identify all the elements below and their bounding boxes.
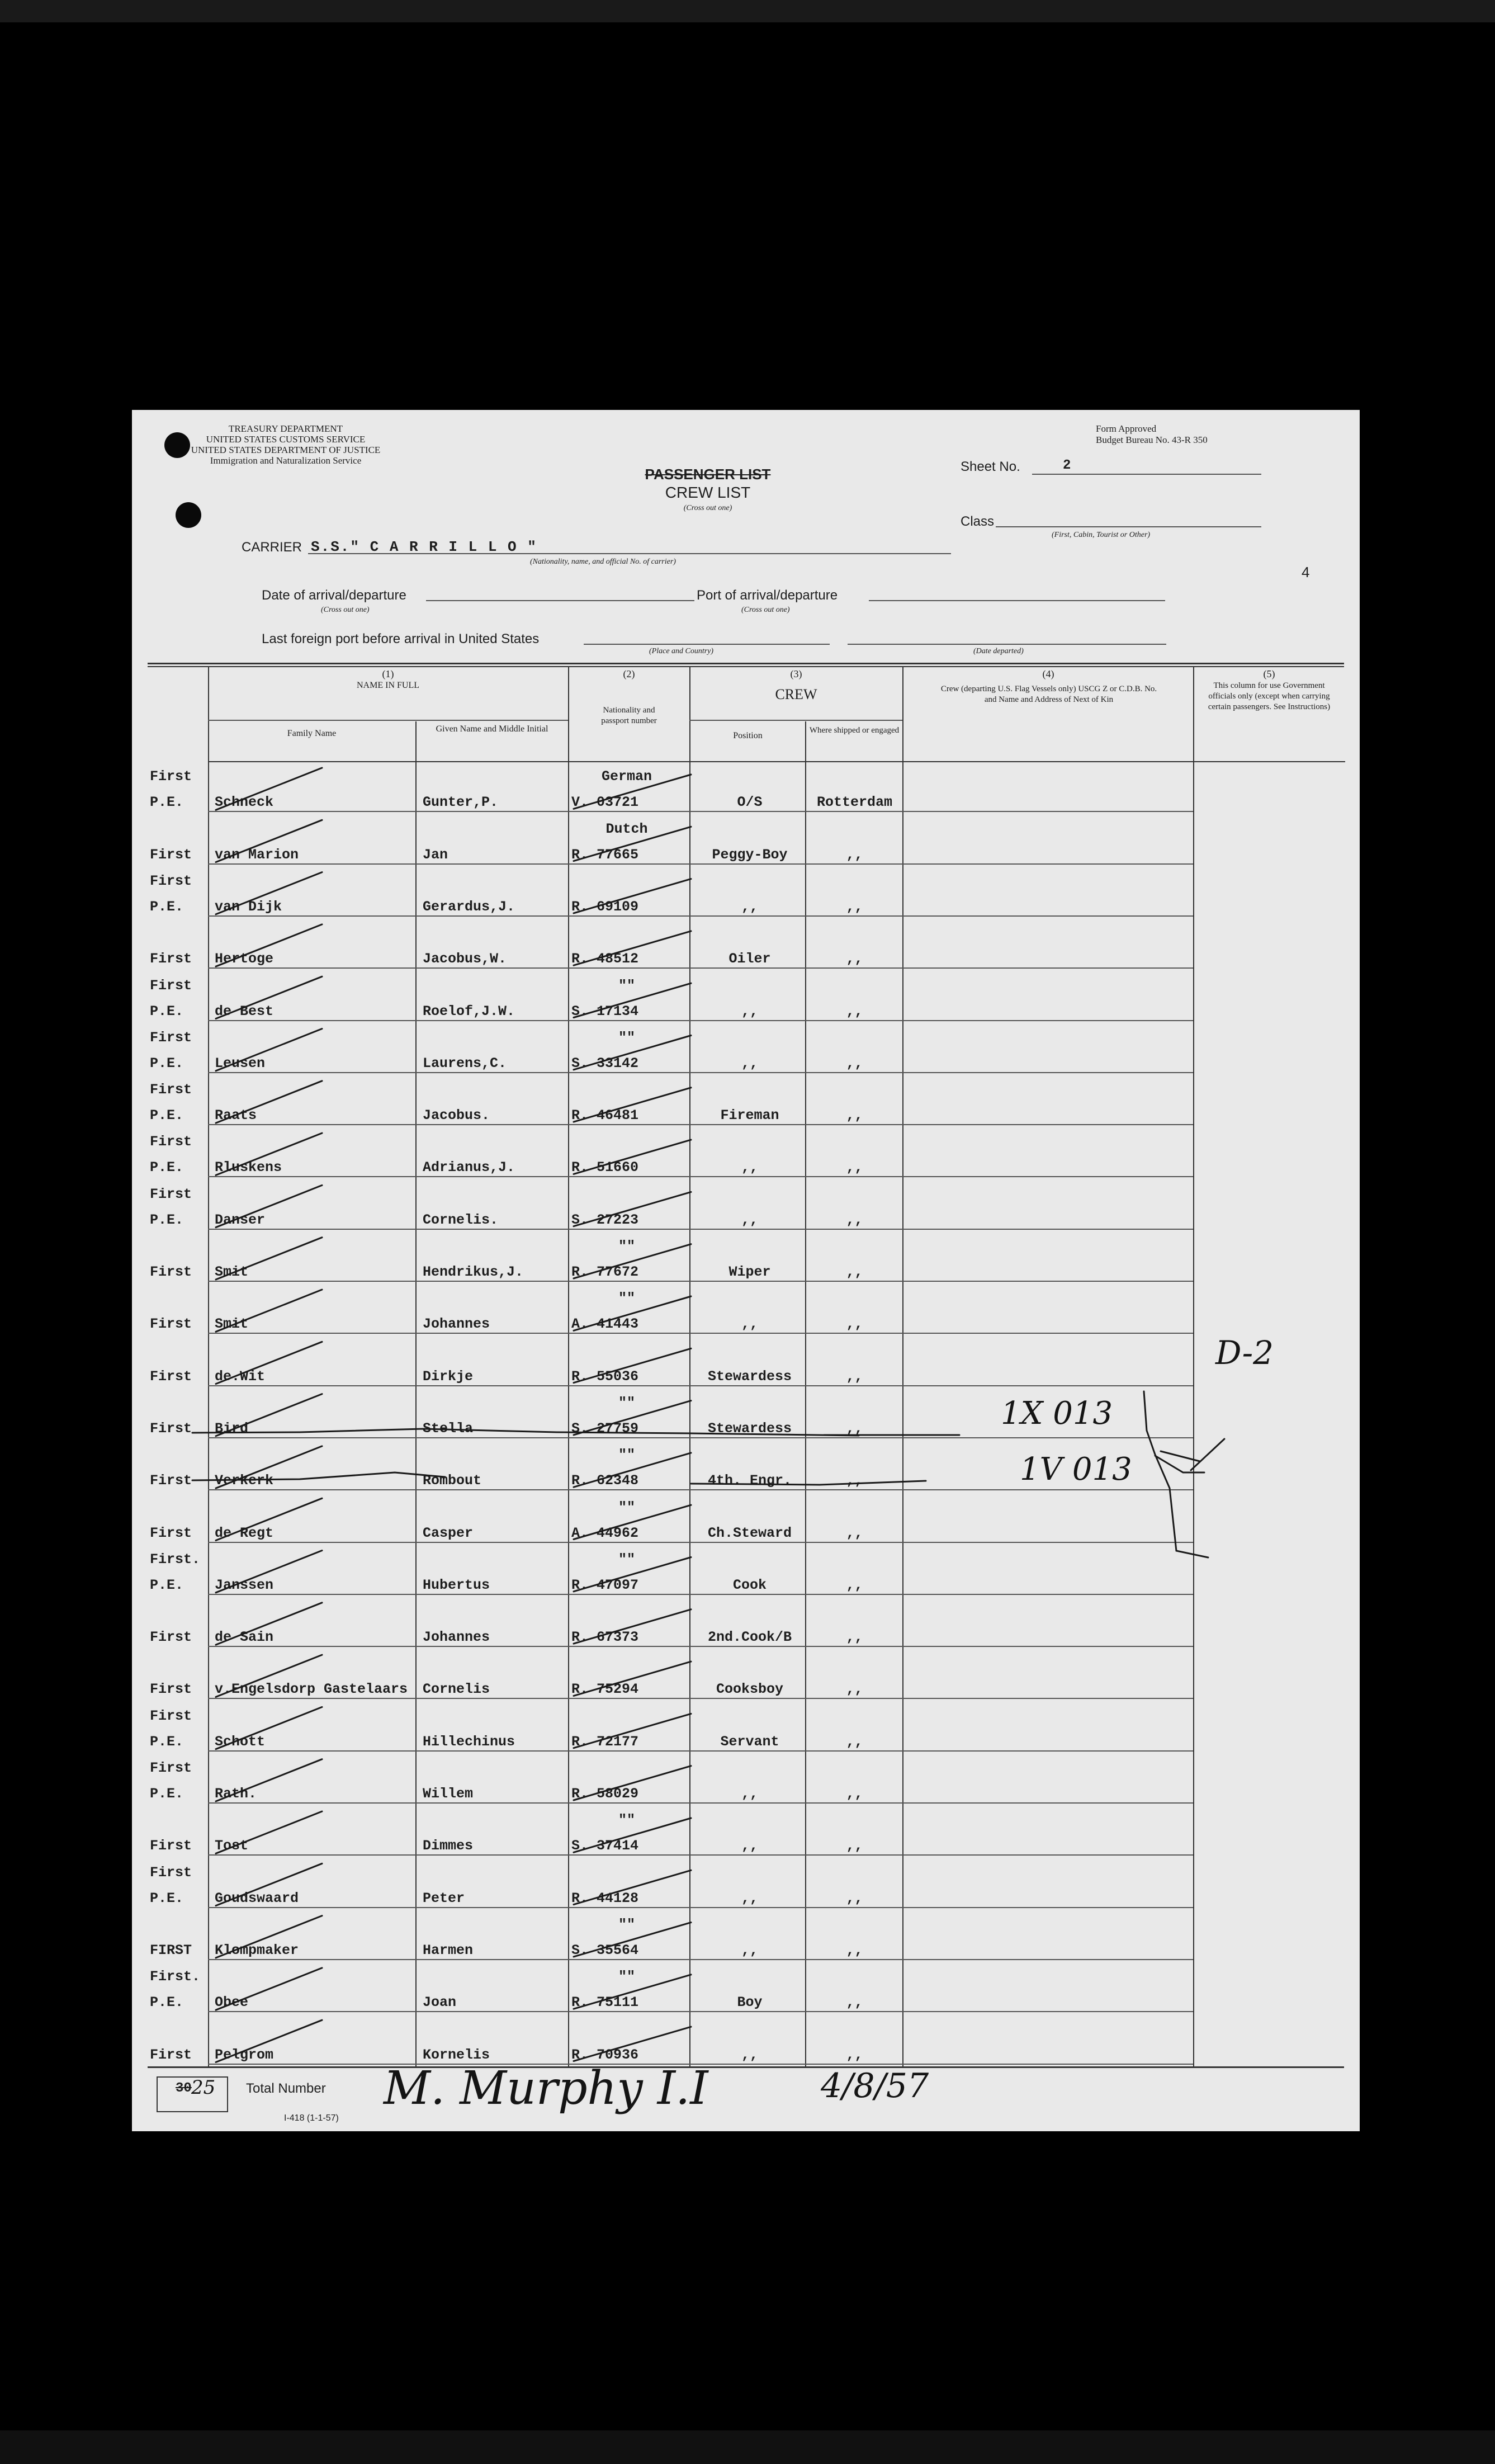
row-prefix-2: First [150,1472,192,1489]
row-divider [208,1854,1193,1856]
family-name-cell: Smit [215,1316,249,1333]
given-name-cell: Gunter,P. [423,794,499,811]
passport-number-cell: R. 67373 [571,1629,639,1646]
passport-number-cell: R. 75111 [571,1994,639,2011]
nationality-cell: "" [618,1447,635,1464]
where-shipped-cell: ,, [846,1942,863,1958]
agency-line-1: TREASURY DEPARTMENT [228,423,343,434]
given-name-cell: Hillechinus [423,1733,515,1750]
position-cell: Boy [737,1994,763,2011]
passport-number-cell: R. 62348 [571,1472,639,1489]
row-prefix-1: First [150,1186,192,1202]
nationality-cell: "" [618,1916,635,1933]
where-shipped-cell: ,, [846,1003,863,1019]
family-name-cell: van Marion [215,846,299,863]
where-shipped-cell: ,, [846,846,863,863]
nationality-cell: "" [618,1238,635,1254]
given-name-cell: Hendrikus,J. [423,1264,524,1280]
margin-mark: 4 [1302,564,1310,580]
handwritten-note-2: 1V 013 [1020,1451,1132,1488]
col1-given: Given Name and Middle Initial [436,724,548,734]
given-name-cell: Casper [423,1524,474,1541]
form-approved: Form Approved [1096,423,1157,434]
where-shipped-cell: ,, [846,1264,863,1280]
passport-number-cell: A. 44962 [571,1524,639,1541]
given-name-cell: Jan [423,846,448,863]
where-shipped-cell: ,, [846,1472,863,1489]
row-divider [208,2011,1193,2012]
given-name-cell: Laurens,C. [423,1055,507,1071]
given-name-cell: Joan [423,1994,457,2011]
row-prefix-1: First. [150,1969,201,1985]
given-name-cell: Johannes [423,1629,490,1646]
position-cell: Stewardess [707,1420,792,1437]
given-name-cell: Jacobus. [423,1107,490,1124]
agency-header [154,423,417,466]
col4-number: (4) [1042,668,1054,679]
passport-number-cell: R. 51660 [571,1159,639,1176]
where-shipped-cell: ,, [846,1055,863,1071]
family-name-cell: Obee [215,1994,249,2011]
class-label: Class [961,514,995,529]
row-divider [208,1333,1193,1334]
carrier-note: (Nationality, name, and official No. of carrier) [530,558,676,566]
position-cell: ,, [741,1211,758,1228]
nationality-cell: "" [618,1969,635,1985]
position-cell: ,, [741,1890,758,1906]
given-name-cell: Peter [423,1890,465,1906]
passport-number-cell: R. 77672 [571,1264,639,1280]
agency-line-4: Immigration and Naturalization Service [210,455,362,466]
row-divider [208,863,1193,865]
position-cell: ,, [741,1159,758,1176]
place-note: (Place and Country) [649,647,714,655]
position-cell: ,, [741,1055,758,1071]
where-shipped-cell: ,, [846,951,863,967]
row-prefix-1: First [150,977,192,994]
sheet-value: 2 [1063,458,1071,473]
row-prefix-2: First [150,1629,192,1646]
family-name-cell: van Dijk [215,898,282,915]
row-prefix-1: First [150,1707,192,1724]
where-shipped-cell: ,, [846,1159,863,1176]
family-name-cell: de Regt [215,1524,274,1541]
nationality-cell: "" [618,977,635,994]
row-prefix-1: First. [150,1551,201,1568]
position-cell: ,, [741,1786,758,1802]
row-divider [208,1124,1193,1125]
col4-title: Crew (departing U.S. Flag Vessels only) USCG Z or C.D.B. No. and Name and Address of Next of Kin [940,685,1157,704]
row-prefix-2: P.E. [150,1159,184,1176]
passport-number-cell: S. 17134 [571,1003,639,1019]
position-cell: ,, [741,1942,758,1958]
row-prefix-2: P.E. [150,1576,184,1593]
row-divider [208,915,1193,917]
position-cell: ,, [741,1316,758,1333]
row-divider [208,1594,1193,1595]
position-cell: Servant [720,1733,779,1750]
given-name-cell: Gerardus,J. [423,898,515,915]
col2-number: (2) [623,668,635,679]
row-divider [208,1750,1193,1752]
nationality-cell: "" [618,1812,635,1829]
position-cell: ,, [741,1838,758,1854]
position-cell: Stewardess [707,1368,792,1385]
passport-number-cell: S. 27759 [571,1420,639,1437]
row-prefix-2: P.E. [150,794,184,811]
where-shipped-cell: ,, [846,1994,863,2011]
scan-top-edge [0,0,1495,22]
port-label: Port of arrival/departure [697,588,838,603]
passport-number-cell: S. 37414 [571,1838,639,1854]
row-prefix-2: First [150,1264,192,1280]
row-divider [208,1437,1193,1438]
col3-title: CREW [775,686,817,702]
row-divider [208,1385,1193,1386]
where-shipped-cell: ,, [846,1368,863,1385]
passenger-list-title-struck: PASSENGER LIST [645,466,771,483]
row-prefix-2: First [150,1838,192,1854]
row-divider [208,1542,1193,1543]
position-cell: Wiper [728,1264,771,1280]
passport-number-cell: S. 27223 [571,1211,639,1228]
given-name-cell: Hubertus [423,1576,490,1593]
family-name-cell: Raats [215,1107,257,1124]
family-name-cell: Smit [215,1264,249,1280]
passport-number-cell: S. 35564 [571,1942,639,1958]
passport-number-cell: R. 47097 [571,1576,639,1593]
where-shipped-cell: ,, [846,1629,863,1646]
family-name-cell: Rluskens [215,1159,282,1176]
form-number: I-418 (1-1-57) [284,2113,339,2123]
passport-number-cell: V. 03721 [571,794,639,811]
row-divider [208,1020,1193,1021]
row-divider [208,1072,1193,1073]
row-prefix-2: FIRST [150,1942,192,1958]
passport-number-cell: R. 48512 [571,951,639,967]
family-name-cell: Leusen [215,1055,266,1071]
total-value: 25 [191,2076,216,2099]
given-name-cell: Rombout [423,1472,482,1489]
family-name-cell: Pelgrom [215,2046,274,2063]
crew-list-title: CREW LIST [665,484,751,501]
where-shipped-cell: ,, [846,1786,863,1802]
passport-number-cell: R. 72177 [571,1733,639,1750]
row-prefix-1: First [150,768,192,785]
position-cell: Cooksboy [716,1681,784,1698]
position-cell: ,, [741,898,758,915]
row-divider [208,1229,1193,1230]
family-name-cell: Schneck [215,794,274,811]
where-shipped-cell: ,, [846,1681,863,1698]
nationality-cell: German [601,768,652,785]
given-name-cell: Stella [423,1420,474,1437]
carrier-value: S.S." C A R R I L L O " [311,539,537,555]
passport-number-cell: R. 77665 [571,846,639,863]
row-prefix-2: P.E. [150,1733,184,1750]
scan-bottom-edge [0,2430,1495,2464]
col1-title: NAME IN FULL [357,681,419,690]
where-shipped-cell: ,, [846,1211,863,1228]
row-prefix-1: First [150,1082,192,1098]
budget-bureau: Budget Bureau No. 43-R 350 [1096,435,1208,445]
given-name-cell: Roelof,J.W. [423,1003,515,1019]
class-note: (First, Cabin, Tourist or Other) [1052,531,1151,539]
position-cell: 2nd.Cook/B [707,1629,792,1646]
col3-position: Position [733,731,763,740]
nationality-cell: "" [618,1394,635,1411]
row-prefix-2: P.E. [150,1055,184,1071]
row-divider [208,1489,1193,1490]
position-cell: Peggy-Boy [712,846,788,863]
nationality-cell: Dutch [605,820,648,837]
row-prefix-1: First [150,1760,192,1776]
family-name-cell: Klompmaker [215,1942,299,1958]
given-name-cell: Johannes [423,1316,490,1333]
col5-title: This column for use Government officials only (except when carrying certain passengers. See Instructions) [1208,681,1331,711]
given-name-cell: Dimmes [423,1838,474,1854]
family-name-cell: de Sain [215,1629,274,1646]
handwritten-d2: D-2 [1215,1334,1274,1372]
total-struck: 30 [176,2081,192,2096]
col1-number: (1) [382,668,394,679]
crew-list-form [132,410,1360,2131]
date-departed-note: (Date departed) [973,647,1024,655]
title-note: (Cross out one) [683,504,732,512]
row-divider [208,967,1193,969]
row-prefix-2: P.E. [150,1211,184,1228]
passport-number-cell: R. 58029 [571,1786,639,1802]
family-name-cell: Schott [215,1733,266,1750]
row-prefix-2: First [150,846,192,863]
port-note: (Cross out one) [741,606,790,614]
punch-hole-middle [176,502,201,528]
given-name-cell: Harmen [423,1942,474,1958]
row-prefix-2: First [150,1316,192,1333]
where-shipped-cell: ,, [846,1733,863,1750]
passport-number-cell: R. 70936 [571,2046,639,2063]
given-name-cell: Cornelis [423,1681,490,1698]
position-cell: Ch.Steward [707,1524,792,1541]
nationality-cell: "" [618,1290,635,1307]
row-prefix-1: First [150,1134,192,1150]
handwritten-date: 4/8/57 [821,2066,929,2106]
row-prefix-2: First [150,2046,192,2063]
passport-number-cell: S. 33142 [571,1055,639,1071]
sheet-label: Sheet No. [961,459,1020,474]
given-name-cell: Kornelis [423,2046,490,2063]
row-divider [208,1698,1193,1699]
row-divider [208,1646,1193,1647]
family-name-cell: Janssen [215,1576,274,1593]
row-prefix-2: First [150,1420,192,1437]
family-name-cell: Goudswaard [215,1890,299,1906]
passport-number-cell: R. 75294 [571,1681,639,1698]
col2-title: Nationality and passport number [601,706,657,725]
handwritten-note-1: 1X 013 [1001,1395,1113,1432]
given-name-cell: Adrianus,J. [423,1159,515,1176]
row-prefix-2: First [150,1368,192,1385]
row-divider [208,811,1193,812]
family-name-cell: Bird [215,1420,249,1437]
position-cell: Cook [732,1576,767,1593]
col5-number: (5) [1263,668,1275,679]
passport-number-cell: R. 69109 [571,898,639,915]
given-name-cell: Cornelis. [423,1211,499,1228]
family-name-cell: de.Wit [215,1368,266,1385]
family-name-cell: Danser [215,1211,266,1228]
col3-number: (3) [790,668,802,679]
agency-line-2: UNITED STATES CUSTOMS SERVICE [206,434,366,445]
row-prefix-2: P.E. [150,1107,184,1124]
passport-number-cell: R. 55036 [571,1368,639,1385]
position-cell: ,, [741,2046,758,2063]
where-shipped-cell: Rotterdam [816,794,893,811]
given-name-cell: Willem [423,1786,474,1802]
arrival-label: Date of arrival/departure [262,588,406,603]
where-shipped-cell: ,, [846,1316,863,1333]
family-name-cell: Tost [215,1838,249,1854]
family-name-cell: Hertoge [215,951,274,967]
where-shipped-cell: ,, [846,2046,863,2063]
row-prefix-1: First [150,872,192,889]
row-prefix-1: First [150,1029,192,1046]
last-port-label: Last foreign port before arrival in United States [262,631,540,646]
row-divider [208,1907,1193,1908]
row-divider [208,1802,1193,1804]
row-prefix-2: P.E. [150,1994,184,2011]
col1-family: Family Name [287,729,337,738]
given-name-cell: Dirkje [423,1368,474,1385]
position-cell: O/S [737,794,763,811]
passport-number-cell: R. 44128 [571,1890,639,1906]
where-shipped-cell: ,, [846,1576,863,1593]
row-divider [208,1281,1193,1282]
where-shipped-cell: ,, [846,1420,863,1437]
position-cell: Fireman [720,1107,779,1124]
passport-number-cell: A. 41443 [571,1316,639,1333]
position-cell: 4th. Engr. [707,1472,792,1489]
position-cell: ,, [741,1003,758,1019]
where-shipped-cell: ,, [846,1890,863,1906]
where-shipped-cell: ,, [846,1838,863,1854]
carrier-label: CARRIER [242,540,302,555]
family-name-cell: Rath. [215,1786,257,1802]
row-prefix-2: P.E. [150,1003,184,1019]
row-prefix-2: First [150,951,192,967]
total-label: Total Number [246,2081,326,2096]
row-prefix-2: P.E. [150,898,184,915]
nationality-cell: "" [618,1499,635,1516]
given-name-cell: Jacobus,W. [423,951,507,967]
where-shipped-cell: ,, [846,1107,863,1124]
row-prefix-2: P.E. [150,1786,184,1802]
agency-line-3: UNITED STATES DEPARTMENT OF JUSTICE [191,445,381,455]
where-shipped-cell: ,, [846,1524,863,1541]
family-name-cell: Verkerk [215,1472,274,1489]
row-divider [208,1959,1193,1960]
row-divider [208,1176,1193,1177]
arrival-note: (Cross out one) [321,606,370,614]
nationality-cell: "" [618,1551,635,1568]
position-cell: Oiler [728,951,771,967]
row-prefix-2: P.E. [150,1890,184,1906]
signature: M. Murphy I.I [384,2062,708,2115]
passport-number-cell: R. 46481 [571,1107,639,1124]
row-prefix-2: First [150,1681,192,1698]
col3-where: Where shipped or engaged [809,726,900,735]
where-shipped-cell: ,, [846,898,863,915]
row-prefix-1: First [150,1864,192,1881]
family-name-cell: v.Engelsdorp Gastelaars [215,1681,408,1698]
family-name-cell: de Best [215,1003,274,1019]
nationality-cell: "" [618,1029,635,1046]
row-prefix-2: First [150,1524,192,1541]
